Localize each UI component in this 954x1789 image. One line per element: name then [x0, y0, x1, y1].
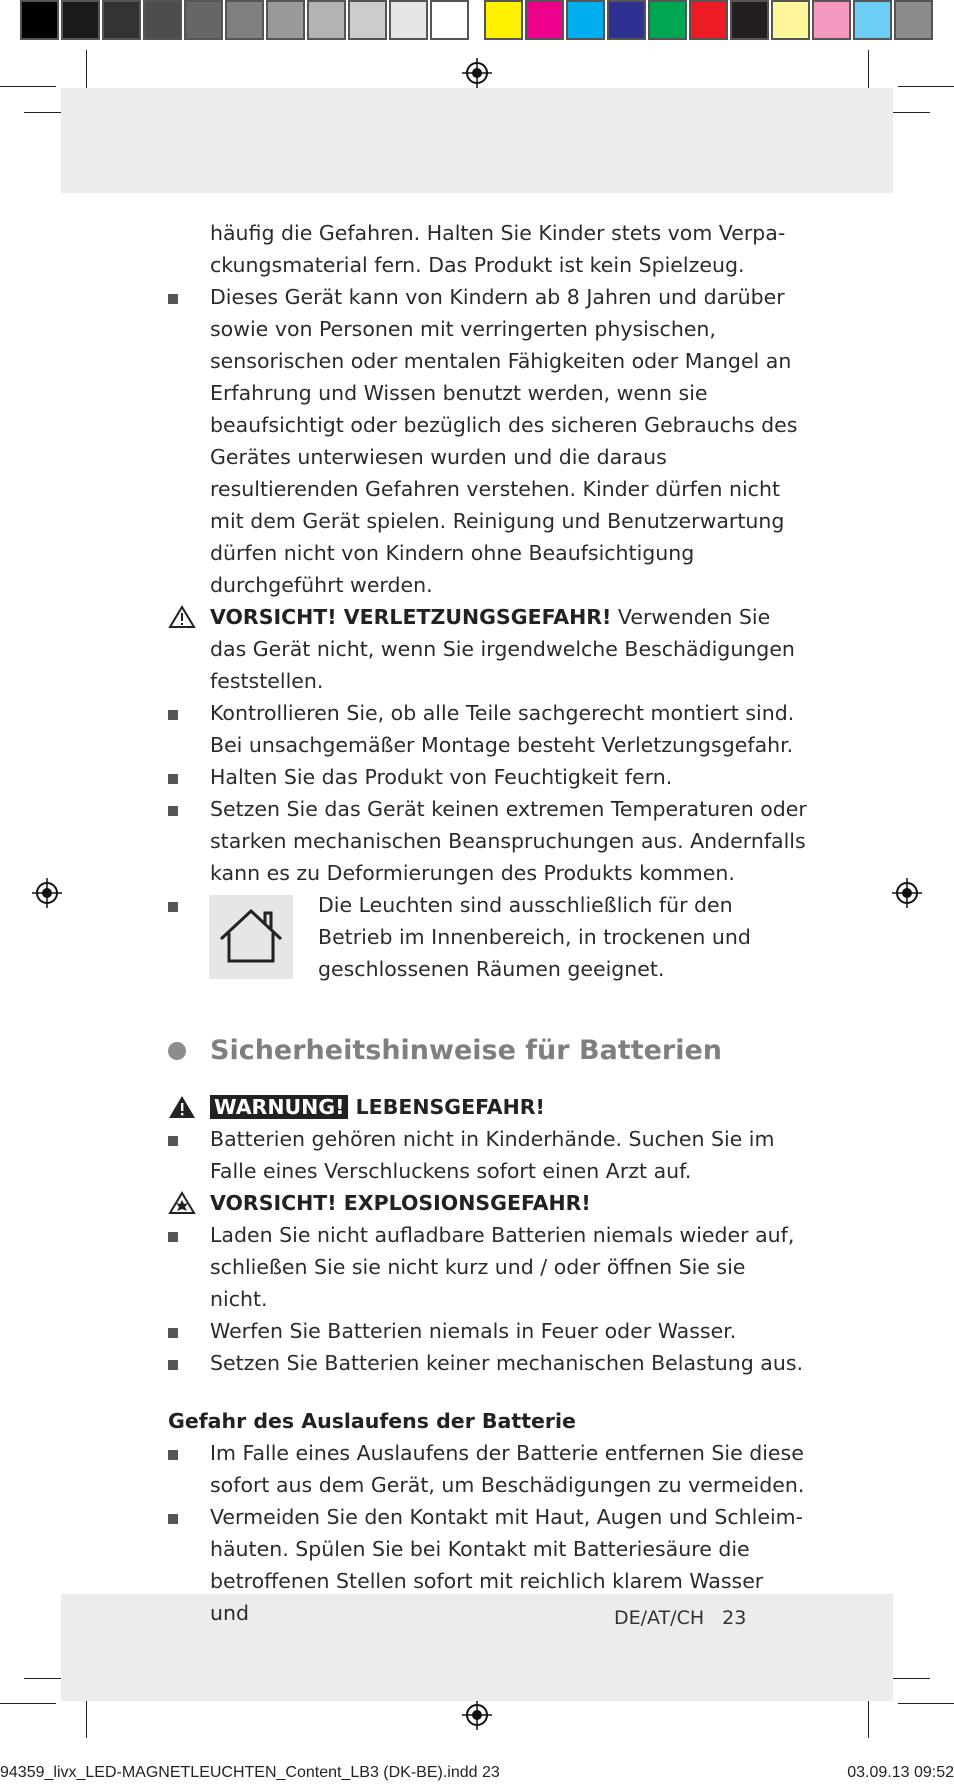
print-slug-file: 94359_livx_LED-MAGNETLEUCHTEN_Content_LB3 (DK-BE).indd 23 — [0, 1764, 500, 1781]
print-slug-datetime: 03.09.13 09:52 — [847, 1764, 954, 1781]
page-content — [168, 217, 808, 1629]
caution-item — [168, 601, 808, 697]
color-swatch — [143, 0, 182, 40]
list-item: Kontrollieren Sie, ob alle Teile sachgerecht montiert sind. Bei unsachgemäßer Montage besteht Verletzungsgefahr. — [168, 697, 808, 761]
warning-heading — [168, 1091, 808, 1123]
section-title — [168, 1031, 808, 1071]
color-swatch — [307, 0, 346, 40]
header-band — [61, 88, 893, 193]
color-swatch — [730, 0, 769, 40]
caution-label: VORSICHT! VERLETZUNGSGEFAHR! — [210, 605, 612, 629]
color-swatch — [61, 0, 100, 40]
color-swatch — [566, 0, 605, 40]
list-item: Vermeiden Sie den Kontakt mit Haut, Augen und Schleimhäuten. Spülen Sie bei Kontakt mit Batteriesäure die betroffenen Stellen sofort mit reichlich klarem Wasser und — [168, 1501, 808, 1629]
registration-mark-icon — [32, 878, 62, 908]
color-swatch — [525, 0, 564, 40]
cmyk-color-bar — [484, 0, 935, 44]
registration-mark-icon — [892, 878, 922, 908]
crop-mark — [0, 86, 56, 87]
list-item: Halten Sie das Produkt von Feuchtigkeit fern. — [168, 761, 808, 793]
crop-mark — [898, 86, 954, 87]
caution-label: VORSICHT! EXPLOSIONSGEFAHR! — [210, 1191, 591, 1215]
color-swatch — [266, 0, 305, 40]
footer-region: DE/AT/CH — [614, 1607, 705, 1629]
color-swatch — [607, 0, 646, 40]
color-swatch — [853, 0, 892, 40]
color-swatch — [812, 0, 851, 40]
crop-mark — [898, 1703, 954, 1704]
list-item: Laden Sie nicht aufladbare Batterien niemals wieder auf, schließen Sie sie nicht kurz und / oder öffnen Sie sie nicht. — [168, 1219, 808, 1315]
color-swatch — [348, 0, 387, 40]
color-swatch — [894, 0, 933, 40]
color-swatch — [771, 0, 810, 40]
section-bullet-icon — [168, 1042, 186, 1060]
color-swatch — [689, 0, 728, 40]
warning-triangle-icon — [168, 605, 196, 629]
color-swatch — [20, 0, 59, 40]
color-swatch — [430, 0, 469, 40]
caution-text: Verwenden Sie das Gerät nicht, wenn Sie irgendwelche Beschädigungen feststellen. — [210, 605, 795, 693]
registration-mark-icon — [462, 1700, 492, 1730]
explosion-warning-icon — [168, 1191, 196, 1215]
color-swatch — [648, 0, 687, 40]
color-swatch — [484, 0, 523, 40]
list-item: Im Falle eines Auslaufens der Batterie entfernen Sie diese sofort aus dem Gerät, um Beschädigungen zu vermeiden. — [168, 1437, 808, 1501]
color-swatch — [225, 0, 264, 40]
warning-tag: WARNUNG! — [210, 1095, 348, 1119]
warning-triangle-icon — [168, 1095, 196, 1119]
page-footer — [614, 1607, 746, 1629]
subsection-title: Gefahr des Auslaufens der Batterie — [168, 1409, 576, 1433]
gray-color-bar — [20, 0, 471, 44]
list-item-indoor — [168, 889, 808, 985]
house-icon — [209, 895, 293, 979]
list-item: Dieses Gerät kann von Kindern ab 8 Jahren und darüber sowie von Personen mit verringerten physischen, sensorischen oder mentalen Fähigkeiten oder Mangel an Erfahrung und Wissen benutzt werden, wenn sie beaufsichtigt oder bezüglich des sicheren Gebrauchs des Gerätes unterwiesen wurden und die daraus resultierenden Gefahren verstehen. Kinder dürfen nicht mit dem Gerät spielen. Reinigung und Benutzerwartung dürfen nicht von Kindern ohne Beaufsichtigung durchgeführt werden. — [168, 281, 808, 601]
section-title-text: Sicherheitshinweise für Batterien — [210, 1035, 723, 1066]
page-number: 23 — [722, 1607, 747, 1629]
warning-label: LEBENSGEFAHR! — [348, 1095, 545, 1119]
crop-mark — [0, 1703, 56, 1704]
indoor-use-symbol — [209, 895, 293, 979]
registration-mark-icon — [462, 58, 492, 88]
color-swatch — [389, 0, 428, 40]
list-item: Setzen Sie das Gerät keinen extremen Temperaturen oder starken mechanischen Beanspruchungen aus. Andernfalls kann es zu Deformierungen des Produkts kommen. — [168, 793, 808, 889]
color-swatch — [184, 0, 223, 40]
list-item: Batterien gehören nicht in Kinderhände. Suchen Sie im Falle eines Verschluckens sofort einen Arzt auf. — [168, 1123, 808, 1187]
caution-heading — [168, 1187, 808, 1219]
list-item-text: Die Leuchten sind ausschließlich für den Betrieb im Innenbereich, in trockenen und geschlossenen Räumen geeignet. — [318, 893, 751, 981]
list-item: Setzen Sie Batterien keiner mechanischen Belastung aus. — [168, 1347, 808, 1379]
paragraph: häufig die Gefahren. Halten Sie Kinder stets vom Verpackungsmaterial fern. Das Produkt ist kein Spielzeug. — [210, 221, 786, 277]
color-swatch — [102, 0, 141, 40]
list-item: Werfen Sie Batterien niemals in Feuer oder Wasser. — [168, 1315, 808, 1347]
